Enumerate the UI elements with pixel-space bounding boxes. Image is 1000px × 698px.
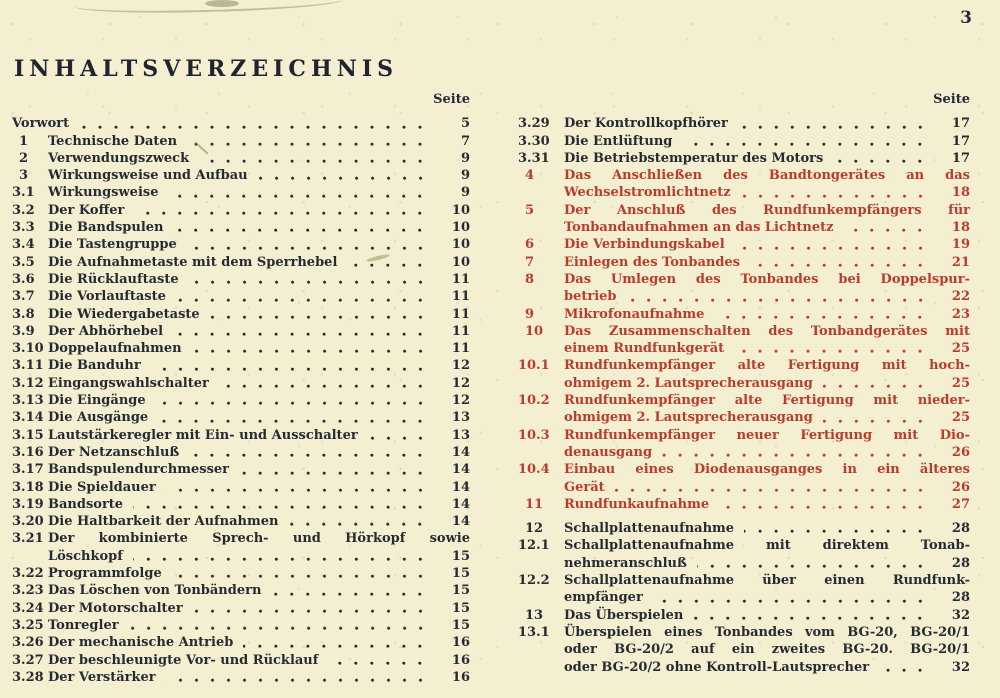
toc-entry-text: Die Bandspulen	[48, 220, 164, 236]
toc-entry-number: 10.1	[518, 358, 550, 374]
toc-entry-text: Die Banduhr	[48, 358, 141, 374]
toc-entry-page: 14	[451, 479, 470, 495]
dot-leader	[738, 125, 934, 130]
toc-entry-number: 5	[525, 202, 535, 218]
toc-entry-text: Tonbandaufnahmen an das Lichtnetz	[564, 220, 834, 236]
dot-leader	[187, 246, 434, 251]
toc-entry-number: 10.2	[518, 393, 550, 409]
toc-entry-page: 12	[451, 393, 470, 409]
toc-entry-page: 22	[951, 289, 970, 305]
toc-entry-text: Gerät	[564, 479, 605, 495]
toc-entry-number: 12.2	[518, 573, 550, 589]
toc-entry-text: Der beschleunigte Vor- und Rücklauf	[48, 652, 319, 668]
toc-entry-page: 11	[451, 341, 470, 357]
toc-entry-text: Überspielen eines Tonbandes vom BG-20, BG-20/1	[564, 624, 970, 640]
toc-entry-text: Die Entlüftung	[564, 133, 673, 149]
toc-entry-text: Der Kontrollkopfhörer	[564, 116, 728, 132]
toc-entry-text: Bandsorte	[48, 496, 124, 512]
toc-entry	[518, 323, 970, 358]
toc-entry-page: 13	[451, 427, 470, 443]
toc-entry-text: Die Wiedergabetaste	[48, 306, 200, 322]
dot-leader	[166, 678, 434, 683]
toc-entry-text: Einbau eines Diodenausganges in ein älteres	[564, 462, 970, 478]
toc-entry-number: 3.31	[518, 150, 550, 166]
toc-entry-page: 9	[460, 150, 470, 166]
toc-entry-text: Schallplattenaufnahme über einen Rundfunk-	[564, 573, 970, 589]
toc-entry-number: 3.14	[12, 410, 44, 426]
toc-entry-text: Die Vorlauftaste	[48, 289, 166, 305]
toc-entry-page: 9	[460, 185, 470, 201]
dot-leader	[156, 401, 434, 406]
toc-entry-text: Das Zusammenschalten des Tonbandgerätes mit	[564, 323, 970, 339]
toc-entry-text: Die Tastengruppe	[48, 237, 177, 253]
toc-entry	[518, 133, 970, 150]
toc-entry-page: 12	[451, 375, 470, 391]
toc-entry	[12, 392, 470, 409]
toc-entry-number: 3.25	[12, 617, 44, 633]
dot-leader	[823, 419, 934, 424]
dot-leader	[173, 228, 434, 233]
toc-entry-text: einem Rundfunkgerät	[564, 341, 725, 357]
dot-leader	[189, 453, 434, 458]
toc-entry-text: Schallplattenaufnahme mit direktem Tonab-	[564, 538, 970, 554]
toc-entry-text: Das Überspielen	[564, 607, 684, 623]
toc-entry-page: 27	[951, 496, 970, 512]
dot-leader	[843, 228, 934, 233]
toc-entry-text: Der Koffer	[48, 202, 125, 218]
toc-entry	[12, 306, 470, 323]
dot-leader	[697, 564, 934, 569]
toc-entry-text: oder BG-20/2 ohne Kontroll-Lautsprecher	[564, 659, 870, 675]
toc-entry-number: 3.9	[12, 323, 35, 339]
toc-entry-text: Einlegen des Tonbandes	[564, 254, 741, 270]
toc-entry-text: empfänger	[564, 590, 643, 606]
toc-entry-page: 18	[951, 185, 970, 201]
dot-leader	[134, 211, 434, 216]
toc-entry	[518, 624, 970, 676]
dot-leader	[719, 505, 934, 510]
toc-entry	[518, 271, 970, 306]
toc-entry-text: Eingangswahlschalter	[48, 375, 209, 391]
toc-entry-number: 3.2	[12, 202, 35, 218]
toc-entry-page: 11	[451, 289, 470, 305]
toc-entry-page: 25	[951, 410, 970, 426]
toc-entry-text: Doppelaufnahmen	[48, 341, 182, 357]
toc-entry-number: 3.8	[12, 306, 35, 322]
toc-entry	[518, 306, 970, 323]
toc-entry-text: Vorwort	[12, 116, 70, 132]
toc-entry-number: 3.15	[12, 427, 44, 443]
toc-entry	[12, 669, 470, 686]
dot-leader	[79, 125, 434, 130]
toc-entry	[518, 427, 970, 462]
dot-leader	[219, 384, 434, 389]
toc-entry-number: 4	[525, 168, 535, 184]
toc-entry	[12, 617, 470, 634]
toc-entry-page: 15	[451, 600, 470, 616]
toc-entry-text: Programmfolge	[48, 566, 162, 582]
toc-entry-page: 10	[451, 237, 470, 253]
toc-entry-text: Lautstärkeregler mit Ein- und Ausschalter	[48, 427, 358, 443]
toc-entry	[12, 357, 470, 374]
toc-entry-text: Die Spieldauer	[48, 479, 156, 495]
toc-entry-text: Der Anschluß des Rundfunkempfängers für	[564, 202, 970, 218]
toc-entry	[518, 167, 970, 202]
toc-entry-text: Das Löschen von Tonbändern	[48, 583, 262, 599]
seite-header-right: Seite	[933, 92, 970, 107]
dot-leader	[750, 263, 934, 268]
toc-entry-text: Wirkungsweise und Aufbau	[48, 168, 248, 184]
toc-entry-text: Die Eingänge	[48, 393, 146, 409]
toc-entry-number: 7	[525, 254, 535, 270]
dot-leader	[166, 488, 434, 493]
toc-entry-text: Tonregler	[48, 617, 119, 633]
toc-entry-text: Wechselstromlichtnetz	[564, 185, 731, 201]
toc-entry	[12, 409, 470, 426]
dot-leader	[129, 626, 434, 631]
toc-entry-text: Bandspulendurchmesser	[48, 462, 230, 478]
toc-entry-text: oder BG-20/2 auf ein zweites BG-20. BG-20/1	[564, 642, 970, 658]
toc-entry-text: Der Verstärker	[48, 669, 156, 685]
toc-entry	[12, 444, 470, 461]
toc-entry-number: 3.10	[12, 341, 44, 357]
toc-entry-page: 11	[451, 271, 470, 287]
toc-entry-page: 15	[451, 566, 470, 582]
dot-leader	[693, 616, 934, 621]
toc-entry	[518, 537, 970, 572]
toc-entry-number: 3.19	[12, 496, 44, 512]
toc-entry	[518, 202, 970, 237]
toc-entry-page: 25	[951, 341, 970, 357]
dot-leader	[682, 142, 934, 147]
toc-entry-number: 3.22	[12, 566, 44, 582]
dot-leader	[744, 529, 934, 534]
toc-entry	[12, 323, 470, 340]
toc-entry	[12, 600, 470, 617]
dot-leader	[735, 246, 934, 251]
toc-entry	[12, 202, 470, 219]
toc-entry-page: 21	[951, 254, 970, 270]
toc-entry-number: 3.1	[12, 185, 35, 201]
toc-entry-number: 3.4	[12, 237, 35, 253]
toc-entry-page: 23	[951, 306, 970, 322]
toc-entry-text: denausgang	[564, 444, 653, 460]
toc-entry-text: ohmigem 2. Lautsprecherausgang	[564, 410, 813, 426]
toc-entry-text: Das Anschließen des Bandtongerätes an das	[564, 168, 970, 184]
toc-entry-text: Die Haltbarkeit der Aufnahmen	[48, 514, 279, 530]
dot-leader	[258, 176, 434, 181]
toc-entry	[12, 479, 470, 496]
toc-entry-text: Rundfunkempfänger alte Fertigung mit hoch-	[564, 358, 970, 374]
toc-entry-text: Die Verbindungskabel	[564, 237, 725, 253]
toc-entry-page: 28	[951, 555, 970, 571]
page-number: 3	[960, 8, 972, 28]
toc-entry-page: 13	[451, 410, 470, 426]
toc-entry	[12, 150, 470, 167]
toc-entry-page: 16	[451, 652, 470, 668]
toc-entry-page: 14	[451, 496, 470, 512]
toc-entry-number: 8	[525, 271, 535, 287]
toc-entry	[518, 496, 970, 513]
toc-entry	[12, 219, 470, 236]
dot-leader	[199, 159, 434, 164]
toc-entry-number: 10	[525, 323, 544, 339]
toc-entry-page: 11	[451, 323, 470, 339]
toc-entry-number: 3.21	[12, 531, 44, 547]
toc-entry-page: 32	[951, 659, 970, 675]
dot-leader	[172, 574, 434, 579]
toc-entry	[518, 392, 970, 427]
dot-leader	[368, 436, 434, 441]
toc-entry-page: 16	[451, 669, 470, 685]
dot-leader	[151, 367, 434, 372]
toc-entry-number: 6	[525, 237, 535, 253]
toc-entry-page: 10	[451, 202, 470, 218]
toc-entry-text: Der mechanische Antrieb	[48, 635, 234, 651]
toc-entry-number: 3.23	[12, 583, 44, 599]
toc-entry	[12, 184, 470, 201]
toc-entry	[12, 496, 470, 513]
toc-entry-number: 3.24	[12, 600, 44, 616]
dot-leader	[653, 599, 934, 604]
toc-entry-number: 3.18	[12, 479, 44, 495]
toc-entry-text: Löschkopf	[48, 548, 123, 564]
dot-leader	[833, 159, 934, 164]
toc-entry	[518, 357, 970, 392]
toc-entry	[518, 607, 970, 624]
dot-leader	[714, 315, 934, 320]
toc-entry-text: Der Abhörhebel	[48, 323, 164, 339]
dot-leader	[133, 557, 434, 562]
dot-leader	[193, 609, 434, 614]
toc-entry-page: 28	[951, 590, 970, 606]
seite-header-left: Seite	[433, 92, 470, 107]
dot-leader	[662, 453, 934, 458]
toc-entry-number: 3.16	[12, 444, 44, 460]
toc-entry-number: 3.5	[12, 254, 35, 270]
dot-leader	[741, 194, 934, 199]
toc-entry-page: 9	[460, 168, 470, 184]
toc-entry-number: 9	[525, 306, 535, 322]
toc-entry-page: 12	[451, 358, 470, 374]
toc-entry-number: 3.27	[12, 652, 44, 668]
toc-entry	[12, 254, 470, 271]
dot-leader	[627, 298, 934, 303]
toc-entry-page: 16	[451, 635, 470, 651]
toc-entry	[518, 572, 970, 607]
toc-entry-number: 12	[525, 521, 544, 537]
toc-entry-number: 10.4	[518, 462, 550, 478]
toc-entry-page: 5	[460, 116, 470, 132]
toc-entry-text: ohmigem 2. Lautsprecherausgang	[564, 375, 813, 391]
toc-entry-page: 14	[451, 444, 470, 460]
toc-entry-number: 3	[19, 168, 29, 184]
toc-entry-text: Der Netzanschluß	[48, 444, 180, 460]
dot-leader	[192, 349, 434, 354]
toc-entry-page: 10	[451, 254, 470, 270]
toc-entry	[518, 115, 970, 132]
toc-entry-number: 3.13	[12, 393, 44, 409]
dot-leader	[133, 505, 434, 510]
toc-entries-left	[12, 115, 470, 686]
dot-leader	[176, 298, 434, 303]
toc-entry	[12, 461, 470, 478]
toc-entry-page: 14	[451, 514, 470, 530]
toc-entry	[12, 513, 470, 530]
toc-entry-text: Das Umlegen des Tonbandes bei Doppelspur-	[564, 271, 970, 287]
dot-leader	[347, 263, 434, 268]
toc-entry-number: 3.29	[518, 116, 550, 132]
dot-leader	[271, 592, 434, 597]
toc-entry	[12, 375, 470, 392]
toc-entry-page: 19	[951, 237, 970, 253]
toc-entry-text: betrieb	[564, 289, 617, 305]
toc-entry-page: 17	[951, 116, 970, 132]
toc-entry-page: 25	[951, 375, 970, 391]
toc-entry	[518, 461, 970, 496]
toc-entry-text: Die Betriebstemperatur des Motors	[564, 150, 824, 166]
toc-entry-number: 3.7	[12, 289, 35, 305]
toc-entry	[12, 288, 470, 305]
toc-entry-number: 3.28	[12, 669, 44, 685]
toc-entry-page: 10	[451, 220, 470, 236]
dot-leader	[210, 315, 434, 320]
toc-entry-number: 13	[525, 607, 544, 623]
toc-entry	[12, 271, 470, 288]
toc-entry-text: Mikrofonaufnahme	[564, 306, 705, 322]
dot-leader	[879, 668, 934, 673]
toc-entry-number: 3.20	[12, 514, 44, 530]
toc-entry-number: 12.1	[518, 538, 550, 554]
toc-entry-page: 15	[451, 548, 470, 564]
toc-entry-number: 3.17	[12, 462, 44, 478]
dot-leader	[173, 332, 434, 337]
toc-entry	[12, 652, 470, 669]
toc-entry-text: Verwendungszweck	[48, 150, 190, 166]
dot-leader	[288, 522, 434, 527]
toc-entry	[12, 167, 470, 184]
toc-entry	[518, 520, 970, 537]
toc-entry-text: Rundfunkempfänger neuer Fertigung mit Dio-	[564, 427, 970, 443]
dot-leader	[189, 280, 434, 285]
toc-entry-number: 3.3	[12, 220, 35, 236]
toc-entry-text: Wirkungsweise	[48, 185, 159, 201]
toc-entry-number: 3.12	[12, 375, 44, 391]
toc-entry-page: 18	[951, 220, 970, 236]
toc-entry-number: 3.6	[12, 271, 35, 287]
toc-column-right	[518, 91, 970, 686]
toc-entry	[12, 427, 470, 444]
toc-entry-number: 2	[19, 150, 29, 166]
toc-entry	[12, 236, 470, 253]
toc-entry-number: 10.3	[518, 427, 550, 443]
dot-leader	[168, 194, 434, 199]
toc-entry	[12, 133, 470, 150]
toc-columns	[0, 91, 1000, 686]
toc-entry	[12, 115, 470, 132]
toc-entry-text: Rundfunkempfänger alte Fertigung mit nieder-	[564, 393, 970, 409]
toc-entry-page: 15	[451, 583, 470, 599]
toc-entry-page: 11	[451, 306, 470, 322]
toc-entry-page: 15	[451, 617, 470, 633]
toc-entry	[12, 340, 470, 357]
dot-leader	[187, 142, 434, 147]
dot-leader	[823, 384, 934, 389]
toc-entry-number: 3.11	[12, 358, 44, 374]
toc-entry-page: 17	[951, 150, 970, 166]
dot-leader	[158, 419, 434, 424]
toc-entry-page: 26	[951, 444, 970, 460]
toc-entry	[518, 236, 970, 253]
toc-entry-number: 3.26	[12, 635, 44, 651]
toc-entry	[518, 150, 970, 167]
toc-entry-text: Rundfunkaufnahme	[564, 496, 710, 512]
toc-entry-number: 11	[525, 496, 544, 512]
toc-entry-number: 13.1	[518, 624, 550, 640]
toc-column-left	[12, 91, 470, 686]
toc-entry-page: 14	[451, 462, 470, 478]
toc-entry-page: 32	[951, 607, 970, 623]
toc-entry-page: 17	[951, 133, 970, 149]
toc-entry	[12, 565, 470, 582]
toc-entry-number: 3.30	[518, 133, 550, 149]
page-title: INHALTSVERZEICHNIS	[14, 56, 399, 82]
toc-entry-text: nehmeranschluß	[564, 555, 687, 571]
toc-entry-text: Technische Daten	[48, 133, 178, 149]
toc-entry-text: Die Ausgänge	[48, 410, 149, 426]
toc-entry-number: 1	[19, 133, 29, 149]
dot-leader	[328, 661, 434, 666]
toc-entry-page: 7	[460, 133, 470, 149]
toc-entry	[12, 530, 470, 565]
toc-entries-right	[518, 115, 970, 676]
toc-entry-text: Die Aufnahmetaste mit dem Sperrhebel	[48, 254, 338, 270]
toc-entry	[12, 582, 470, 599]
toc-entry-page: 26	[951, 479, 970, 495]
dot-leader	[615, 488, 934, 493]
toc-entry-text: Der Motorschalter	[48, 600, 183, 616]
dot-leader	[734, 349, 934, 354]
toc-entry-text: Die Rücklauftaste	[48, 271, 179, 287]
toc-entry	[12, 634, 470, 651]
toc-entry-text: Schallplattenaufnahme	[564, 521, 735, 537]
toc-entry-page: 28	[951, 521, 970, 537]
toc-entry	[518, 254, 970, 271]
dot-leader	[239, 471, 434, 476]
dot-leader	[243, 644, 434, 649]
toc-entry-text: Der kombinierte Sprech- und Hörkopf sowie	[48, 531, 470, 547]
